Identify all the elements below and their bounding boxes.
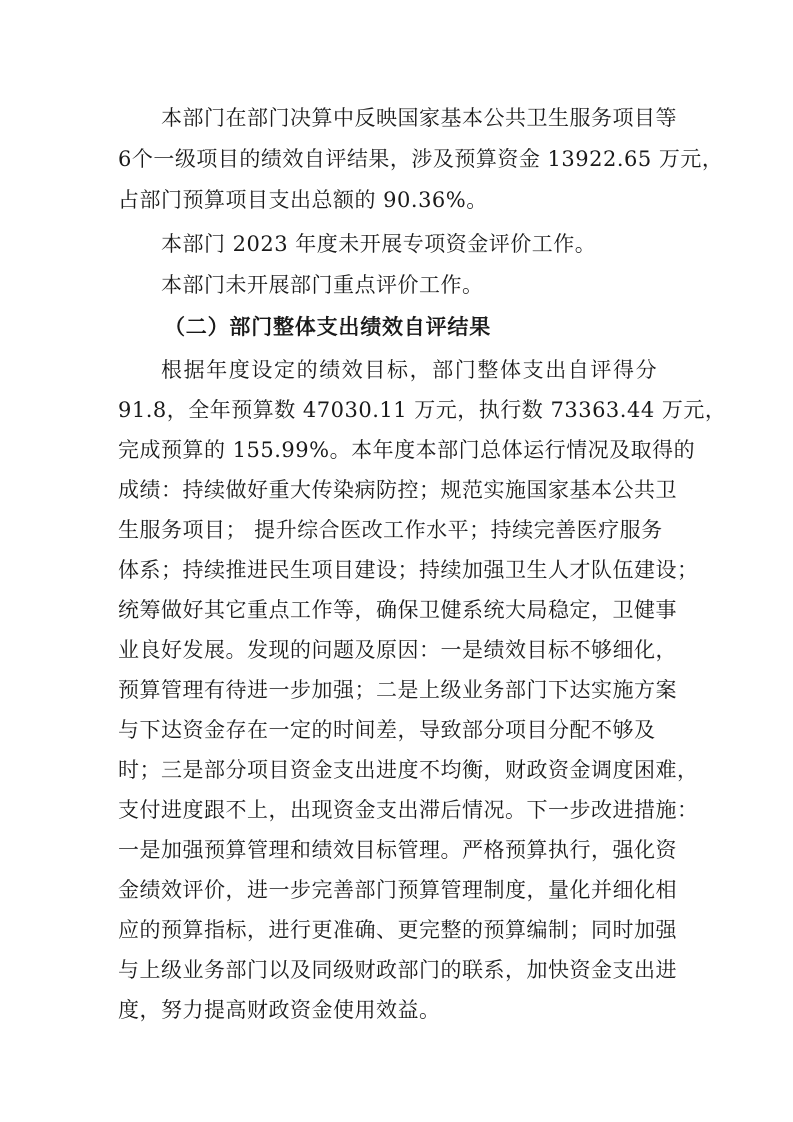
section-heading: （二）部门整体支出绩效自评结果	[164, 314, 491, 339]
para4-line-5: 生服务项目； 提升综合医改工作水平；持续完善医疗服务	[118, 518, 663, 542]
para4-line-4: 成绩：持续做好重大传染病防控；规范实施国家基本公共卫	[118, 478, 677, 502]
para4-line-12: 支付进度跟不上，出现资金支出滞后情况。下一步改进措施：	[118, 798, 699, 822]
para4-line-15: 应的预算指标，进行更准确、更完整的预算编制；同时加强	[118, 918, 677, 942]
para4-line-16: 与上级业务部门以及同级财政部门的联系，加快资金支出进	[118, 958, 677, 982]
para1-line-2: 6个一级项目的绩效自评结果，涉及预算资金 13922.65 万元，	[118, 147, 724, 171]
para2-line: 本部门 2023 年度未开展专项资金评价工作。	[161, 232, 597, 256]
para4-line-9: 预算管理有待进一步加强；二是上级业务部门下达实施方案	[118, 678, 677, 702]
para1-line-3: 占部门预算项目支出总额的 90.36%。	[118, 188, 488, 212]
para4-line-13: 一是加强预算管理和绩效目标管理。严格预算执行，强化资	[118, 838, 677, 862]
para4-line-7: 统筹做好其它重点工作等，确保卫健系统大局稳定，卫健事	[118, 598, 677, 622]
para4-line-17: 度，努力提高财政资金使用效益。	[118, 998, 441, 1022]
para4-line-10: 与下达资金存在一定的时间差，导致部分项目分配不够及	[118, 718, 656, 742]
para4-line-8: 业良好发展。发现的问题及原因：一是绩效目标不够细化，	[118, 638, 677, 662]
para4-line-6: 体系；持续推进民生项目建设；持续加强卫生人才队伍建设；	[118, 558, 699, 582]
para4-line-14: 金绩效评价，进一步完善部门预算管理制度，量化并细化相	[118, 878, 677, 902]
para4-line-2: 91.8，全年预算数 47030.11 万元，执行数 73363.44 万元，	[118, 398, 727, 422]
para1-line-1: 本部门在部门决算中反映国家基本公共卫生服务项目等	[161, 106, 677, 130]
para4-line-3: 完成预算的 155.99%。本年度本部门总体运行情况及取得的	[118, 438, 696, 462]
para4-line-1: 根据年度设定的绩效目标，部门整体支出自评得分	[161, 358, 659, 382]
para3-line: 本部门未开展部门重点评价工作。	[161, 273, 484, 297]
para4-line-11: 时；三是部分项目资金支出进度不均衡，财政资金调度困难，	[118, 758, 699, 782]
